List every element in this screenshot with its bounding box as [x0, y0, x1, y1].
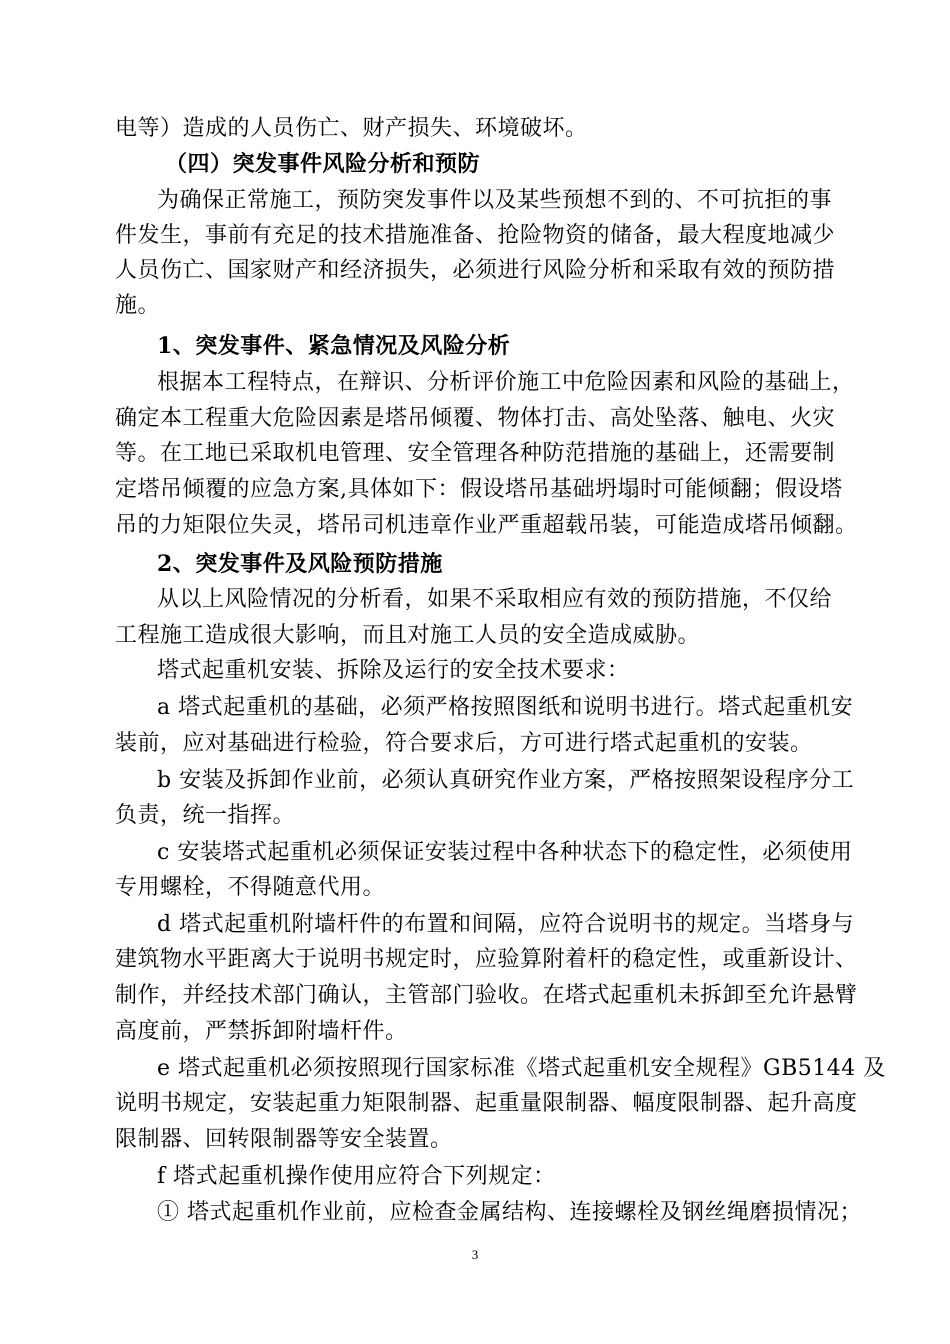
text-line: 根据本工程特点，在辩识、分析评价施工中危险因素和风险的基础上，	[157, 370, 855, 395]
subsection-heading: 1、突发事件、紧急情况及风险分析	[157, 333, 511, 359]
text-line: 限制器、回转限制器等安全装置。	[115, 1127, 453, 1152]
text-line: 高度前，严禁拆卸附墙杆件。	[115, 1019, 408, 1044]
text-line: 负责，统一指挥。	[115, 803, 296, 828]
list-item-f: f 塔式起重机操作使用应符合下列规定：	[157, 1164, 556, 1189]
subsection-heading: 2、突发事件及风险预防措施	[157, 551, 443, 577]
section-heading: （四）突发事件风险分析和预防	[165, 151, 481, 177]
page-number: 3	[471, 1247, 479, 1262]
text-line: 等。在工地已采取机电管理、安全管理各种防范措施的基础上，还需要制	[115, 441, 836, 466]
text-line: 塔式起重机安装、拆除及运行的安全技术要求：	[157, 658, 630, 683]
text-line: 工程施工造成很大影响，而且对施工人员的安全造成威胁。	[115, 623, 701, 648]
text-line: 从以上风险情况的分析看，如果不采取相应有效的预防措施，不仅给	[157, 587, 833, 612]
list-item-c: c 安装塔式起重机必须保证安装过程中各种状态下的稳定性，必须使用	[157, 840, 853, 865]
text-line: 说明书规定，安装起重力矩限制器、起重量限制器、幅度限制器、起升高度	[115, 1091, 858, 1116]
text-line: 制作，并经技术部门确认，主管部门验收。在塔式起重机未拆卸至允许悬臂	[115, 983, 858, 1008]
text-line: 为确保正常施工，预防突发事件以及某些预想不到的、不可抗拒的事	[157, 188, 833, 213]
text-line: 装前，应对基础进行检验，符合要求后，方可进行塔式起重机的安装。	[115, 731, 813, 756]
text-line: 吊的力矩限位失灵，塔吊司机违章作业严重超载吊装，可能造成塔吊倾翻。	[115, 513, 858, 538]
text-line: 施。	[115, 293, 161, 318]
list-item-b: b 安装及拆卸作业前，必须认真研究作业方案，严格按照架设程序分工	[157, 768, 855, 793]
text-line: 专用螺栓，不得随意代用。	[115, 875, 386, 900]
text-line: 确定本工程重大危险因素是塔吊倾覆、物体打击、高处坠落、触电、火灾	[115, 406, 836, 431]
list-item-e: e 塔式起重机必须按照现行国家标准《塔式起重机安全规程》GB5144 及	[157, 1056, 886, 1081]
list-item-a: a 塔式起重机的基础，必须严格按照图纸和说明书进行。塔式起重机安	[157, 695, 854, 720]
text-line: 件发生，事前有充足的技术措施准备、抢险物资的储备，最大程度地减少	[115, 223, 836, 248]
text-line: 建筑物水平距离大于说明书规定时，应验算附着杆的稳定性，或重新设计、	[115, 947, 858, 972]
text-line: 定塔吊倾覆的应急方案,具体如下：假设塔吊基础坍塌时可能倾翻；假设塔	[115, 477, 843, 502]
text-line: 人员伤亡、国家财产和经济损失，必须进行风险分析和采取有效的预防措	[115, 258, 836, 283]
list-item-d: d 塔式起重机附墙杆件的布置和间隔，应符合说明书的规定。当塔身与	[157, 912, 855, 937]
text-line: 电等）造成的人员伤亡、财产损失、环境破坏。	[115, 116, 588, 141]
list-item-f-1: ① 塔式起重机作业前，应检查金属结构、连接螺栓及钢丝绳磨损情况；	[157, 1200, 862, 1225]
